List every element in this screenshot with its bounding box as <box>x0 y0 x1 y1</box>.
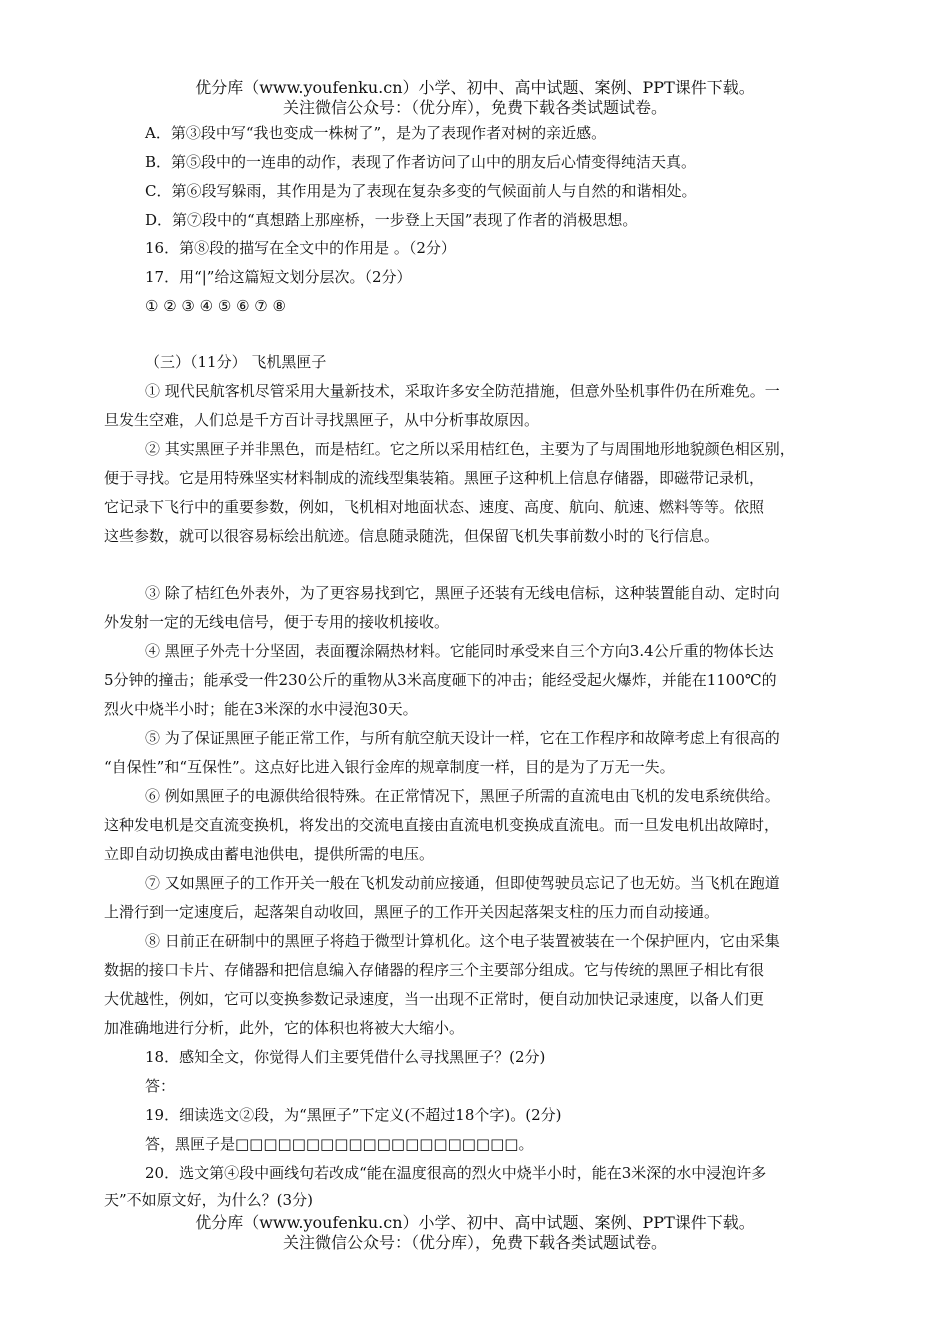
paragraph-4-line-3: 烈火中烧半小时；能在3米深的水中浸泡30天。 <box>104 700 418 718</box>
question-18: 18．感知全文，你觉得人们主要凭借什么寻找黑匣子？(2分) <box>145 1048 546 1066</box>
paragraph-7-line-2: 上滑行到一定速度后，起落架自动收回，黑匣子的工作开关因起落架支柱的压力而自动接通。 <box>104 903 720 921</box>
paragraph-4-line-2: 5分钟的撞击；能承受一件230公斤的重物从3米高度砸下的冲击；能经受起火爆炸，并能在1100℃的 <box>104 671 777 689</box>
paragraph-3-line-1: ③ 除了桔红色外表外，为了更容易找到它，黑匣子还装有无线电信标，这种装置能自动、定时向 <box>145 584 780 602</box>
paragraph-6-line-1: ⑥ 例如黑匣子的电源供给很特殊。在正常情况下，黑匣子所需的直流电由飞机的发电系统供给。 <box>145 787 780 805</box>
option-d: D．第⑦段中的“真想踏上那座桥，一步登上天国”表现了作者的消极思想。 <box>145 211 638 229</box>
paragraph-8-line-4: 加准确地进行分析，此外，它的体积也将被大大缩小。 <box>104 1019 465 1037</box>
footer-line-1: 优分库（www.youfenku.cn）小学、初中、高中试题、案例、PPT课件下载。 <box>195 1213 755 1232</box>
section-3-title: （三）（11分） 飞机黑匣子 <box>145 353 327 371</box>
paragraph-1-line-1: ① 现代民航客机尽管采用大量新技术，采取许多安全防范措施，但意外坠机事件仍在所难免。一 <box>145 382 780 400</box>
paragraph-4-line-1: ④ 黑匣子外壳十分坚固，表面覆涂隔热材料。它能同时承受来自三个方向3.4公斤重的物体长达 <box>145 642 774 660</box>
paragraph-6-line-3: 立即自动切换成由蓄电池供电，提供所需的电压。 <box>104 845 435 863</box>
paragraph-2-line-4: 这些参数，就可以很容易标绘出航迹。信息随录随洗，但保留飞机失事前数小时的飞行信息。 <box>104 527 720 545</box>
footer-line-2: 关注微信公众号：（优分库），免费下载各类试题试卷。 <box>282 1233 667 1252</box>
paragraph-3-line-2: 外发射一定的无线电信号，便于专用的接收机接收。 <box>104 613 450 631</box>
paragraph-2-line-2: 便于寻找。它是用特殊坚实材料制成的流线型集装箱。黑匣子这种机上信息存储器，即磁带记录机， <box>104 469 765 487</box>
paragraph-5-line-1: ⑤ 为了保证黑匣子能正常工作，与所有航空航天设计一样，它在工作程序和故障考虑上有很高的 <box>145 729 780 747</box>
header-line-1: 优分库（www.youfenku.cn）小学、初中、高中试题、案例、PPT课件下载。 <box>195 78 755 97</box>
question-19: 19．细读选文②段，为“黑匣子”下定义(不超过18个字)。(2分) <box>145 1106 562 1124</box>
paragraph-2-line-3: 它记录下飞行中的重要参数，例如，飞机相对地面状态、速度、高度、航向、航速、燃料等等。依照 <box>104 498 765 516</box>
question-19-answer: 答，黑匣子是□□□□□□□□□□□□□□□□□□□□。 <box>145 1135 534 1153</box>
question-20-line-1: 20．选文第④段中画线句若改成“能在温度很高的烈火中烧半小时，能在3米深的水中浸泡许多 <box>145 1164 767 1182</box>
question-20-line-2: 天”不如原文好，为什么？(3分) <box>104 1191 313 1209</box>
question-16: 16．第⑧段的描写在全文中的作用是 。（2分） <box>145 239 456 257</box>
option-b: B．第⑤段中的一连串的动作，表现了作者访问了山中的朋友后心情变得纯洁天真。 <box>145 153 697 171</box>
paragraph-5-line-2: “自保性”和“互保性”。这点好比进入银行金库的规章制度一样，目的是为了万无一失。 <box>104 758 675 776</box>
paragraph-1-line-2: 旦发生空难，人们总是千方百计寻找黑匣子，从中分析事故原因。 <box>104 411 540 429</box>
paragraph-2-line-1: ② 其实黑匣子并非黑色，而是桔红。它之所以采用桔红色，主要为了与周围地形地貌颜色相区别， <box>145 440 795 458</box>
option-a: A．第③段中写“我也变成一株树了”，是为了表现作者对树的亲近感。 <box>145 124 607 142</box>
paragraph-6-line-2: 这种发电机是交直流变换机，将发出的交流电直接由直流电机变换成直流电。而一旦发电机出故障时， <box>104 816 780 834</box>
paragraph-8-line-2: 数据的接口卡片、存储器和把信息编入存储器的程序三个主要部分组成。它与传统的黑匣子相比有很 <box>104 961 765 979</box>
header-line-2: 关注微信公众号：（优分库），免费下载各类试题试卷。 <box>282 98 667 117</box>
question-18-answer: 答： <box>145 1077 176 1095</box>
option-c: C．第⑥段写躲雨，其作用是为了表现在复杂多变的气候面前人与自然的和谐相处。 <box>145 182 697 200</box>
paragraph-8-line-1: ⑧ 日前正在研制中的黑匣子将趋于微型计算机化。这个电子装置被装在一个保护匣内，它由采集 <box>145 932 780 950</box>
paragraph-8-line-3: 大优越性，例如，它可以变换参数记录速度，当一出现不正常时，便自动加快记录速度，以备人们更 <box>104 990 765 1008</box>
question-17: 17．用“|”给这篇短文划分层次。（2分） <box>145 268 412 286</box>
paragraph-7-line-1: ⑦ 又如黑匣子的工作开关一般在飞机发动前应接通，但即使驾驶员忘记了也无妨。当飞机在跑道 <box>145 874 780 892</box>
question-17-marks: ① ② ③ ④ ⑤ ⑥ ⑦ ⑧ <box>145 297 286 315</box>
